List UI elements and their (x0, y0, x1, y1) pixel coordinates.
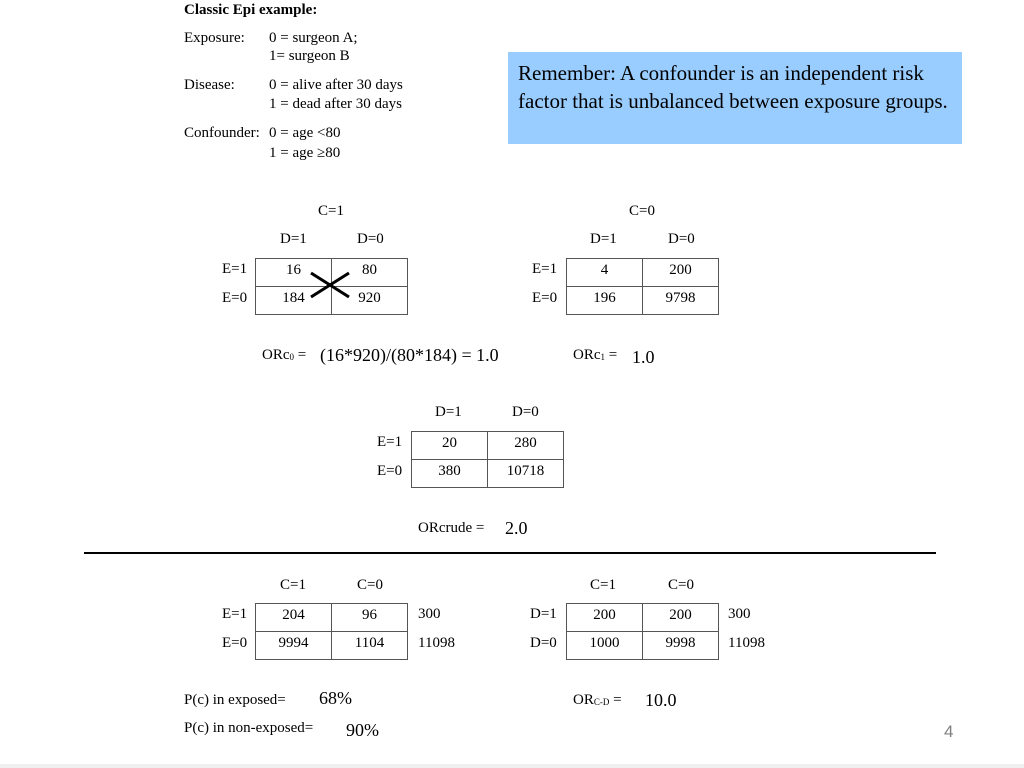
crude-row-e0: E=0 (377, 463, 403, 479)
or-c0-label: ORc$_0$ = (262, 347, 307, 363)
stratum-c1-cell-e1d0: 80 (332, 259, 408, 287)
confounder-label: Confounder: (184, 125, 260, 141)
ce-cell-e0c0: 1104 (332, 632, 408, 660)
crude-cell-e0d0: 10718 (488, 460, 564, 488)
slide-title: Classic Epi example: (184, 2, 318, 18)
disease-def-line1: 0 = alive after 30 days (269, 77, 403, 93)
cd-total-row1: 300 (728, 606, 751, 622)
or-cd-value: 10.0 (645, 690, 677, 710)
section-divider (84, 552, 936, 554)
cd-cell-d1c1: 200 (567, 604, 643, 632)
stratum-c1-col-d0: D=0 (357, 231, 384, 247)
or-crude-label: ORcrude = (418, 520, 485, 536)
or-c1-label: ORc$_1$ = (573, 347, 618, 363)
page-number: 4 (944, 722, 954, 741)
stratum-c0-label: C=0 (629, 203, 655, 219)
crude-col-d0: D=0 (512, 404, 539, 420)
cd-total-row2: 11098 (728, 635, 765, 651)
stratum-c0-cell-e0d1: 196 (567, 287, 643, 315)
or-c1-value: 1.0 (632, 347, 655, 367)
stratum-c1-row-e1: E=1 (222, 261, 248, 277)
stratum-c0-row-e0: E=0 (532, 290, 558, 306)
ce-total-row2: 11098 (418, 635, 455, 651)
stratum-c1-cell-e0d1: 184 (256, 287, 332, 315)
cd-table (566, 603, 719, 660)
p-nonexposed-value: 90% (346, 720, 379, 740)
stratum-c1-cell-e0d0: 920 (332, 287, 408, 315)
ce-col-c1: C=1 (280, 577, 306, 593)
cd-cell-d0c0: 9998 (643, 632, 719, 660)
or-c0-formula: (16*920)/(80*184) = 1.0 (320, 345, 499, 365)
stratum-c0-cell-e0d0: 9798 (643, 287, 719, 315)
exposure-label: Exposure: (184, 30, 245, 46)
crude-cell-e1d0: 280 (488, 432, 564, 460)
cd-row-d0: D=0 (530, 635, 557, 651)
p-nonexposed-label: P(c) in non-exposed= (184, 720, 314, 736)
p-exposed-label: P(c) in exposed= (184, 692, 286, 708)
ce-total-row1: 300 (418, 606, 441, 622)
ce-cell-e1c0: 96 (332, 604, 408, 632)
cd-col-c0: C=0 (668, 577, 694, 593)
stratum-c0-cell-e1d0: 200 (643, 259, 719, 287)
cd-row-d1: D=1 (530, 606, 557, 622)
stratum-c1-cell-e1d1: 16 (256, 259, 332, 287)
stratum-c0-table (566, 258, 719, 315)
footer-band (0, 764, 1024, 768)
crude-row-e1: E=1 (377, 434, 403, 450)
crude-cell-e0d1: 380 (412, 460, 488, 488)
cross-product-icon (308, 270, 352, 300)
ce-row-e1: E=1 (222, 606, 248, 622)
disease-def-line2: 1 = dead after 30 days (269, 96, 402, 112)
stratum-c0-row-e1: E=1 (532, 261, 558, 277)
p-exposed-value: 68% (319, 688, 352, 708)
cd-cell-d1c0: 200 (643, 604, 719, 632)
ce-cell-e1c1: 204 (256, 604, 332, 632)
stratum-c0-cell-e1d1: 4 (567, 259, 643, 287)
crude-col-d1: D=1 (435, 404, 462, 420)
stratum-c0-col-d0: D=0 (668, 231, 695, 247)
or-crude-value: 2.0 (505, 518, 528, 538)
confounder-def-line1: 0 = age <80 (269, 125, 341, 141)
stratum-c1-label: C=1 (318, 203, 344, 219)
exposure-def-line1: 0 = surgeon A; (269, 30, 358, 46)
confounder-def-line2: 1 = age ≥80 (269, 145, 341, 161)
ce-table (255, 603, 408, 660)
ce-cell-e0c1: 9994 (256, 632, 332, 660)
cd-col-c1: C=1 (590, 577, 616, 593)
stratum-c1-col-d1: D=1 (280, 231, 307, 247)
crude-cell-e1d1: 20 (412, 432, 488, 460)
disease-label: Disease: (184, 77, 235, 93)
crude-table (411, 431, 564, 488)
ce-row-e0: E=0 (222, 635, 248, 651)
exposure-def-line2: 1= surgeon B (269, 48, 350, 64)
stratum-c0-col-d1: D=1 (590, 231, 617, 247)
stratum-c1-row-e0: E=0 (222, 290, 248, 306)
cd-cell-d0c1: 1000 (567, 632, 643, 660)
confounder-note: Remember: A confounder is an independent risk factor that is unbalanced between exposure groups. (508, 52, 962, 144)
ce-col-c0: C=0 (357, 577, 383, 593)
or-cd-label: $OR_{C-D}$ = (573, 692, 622, 708)
